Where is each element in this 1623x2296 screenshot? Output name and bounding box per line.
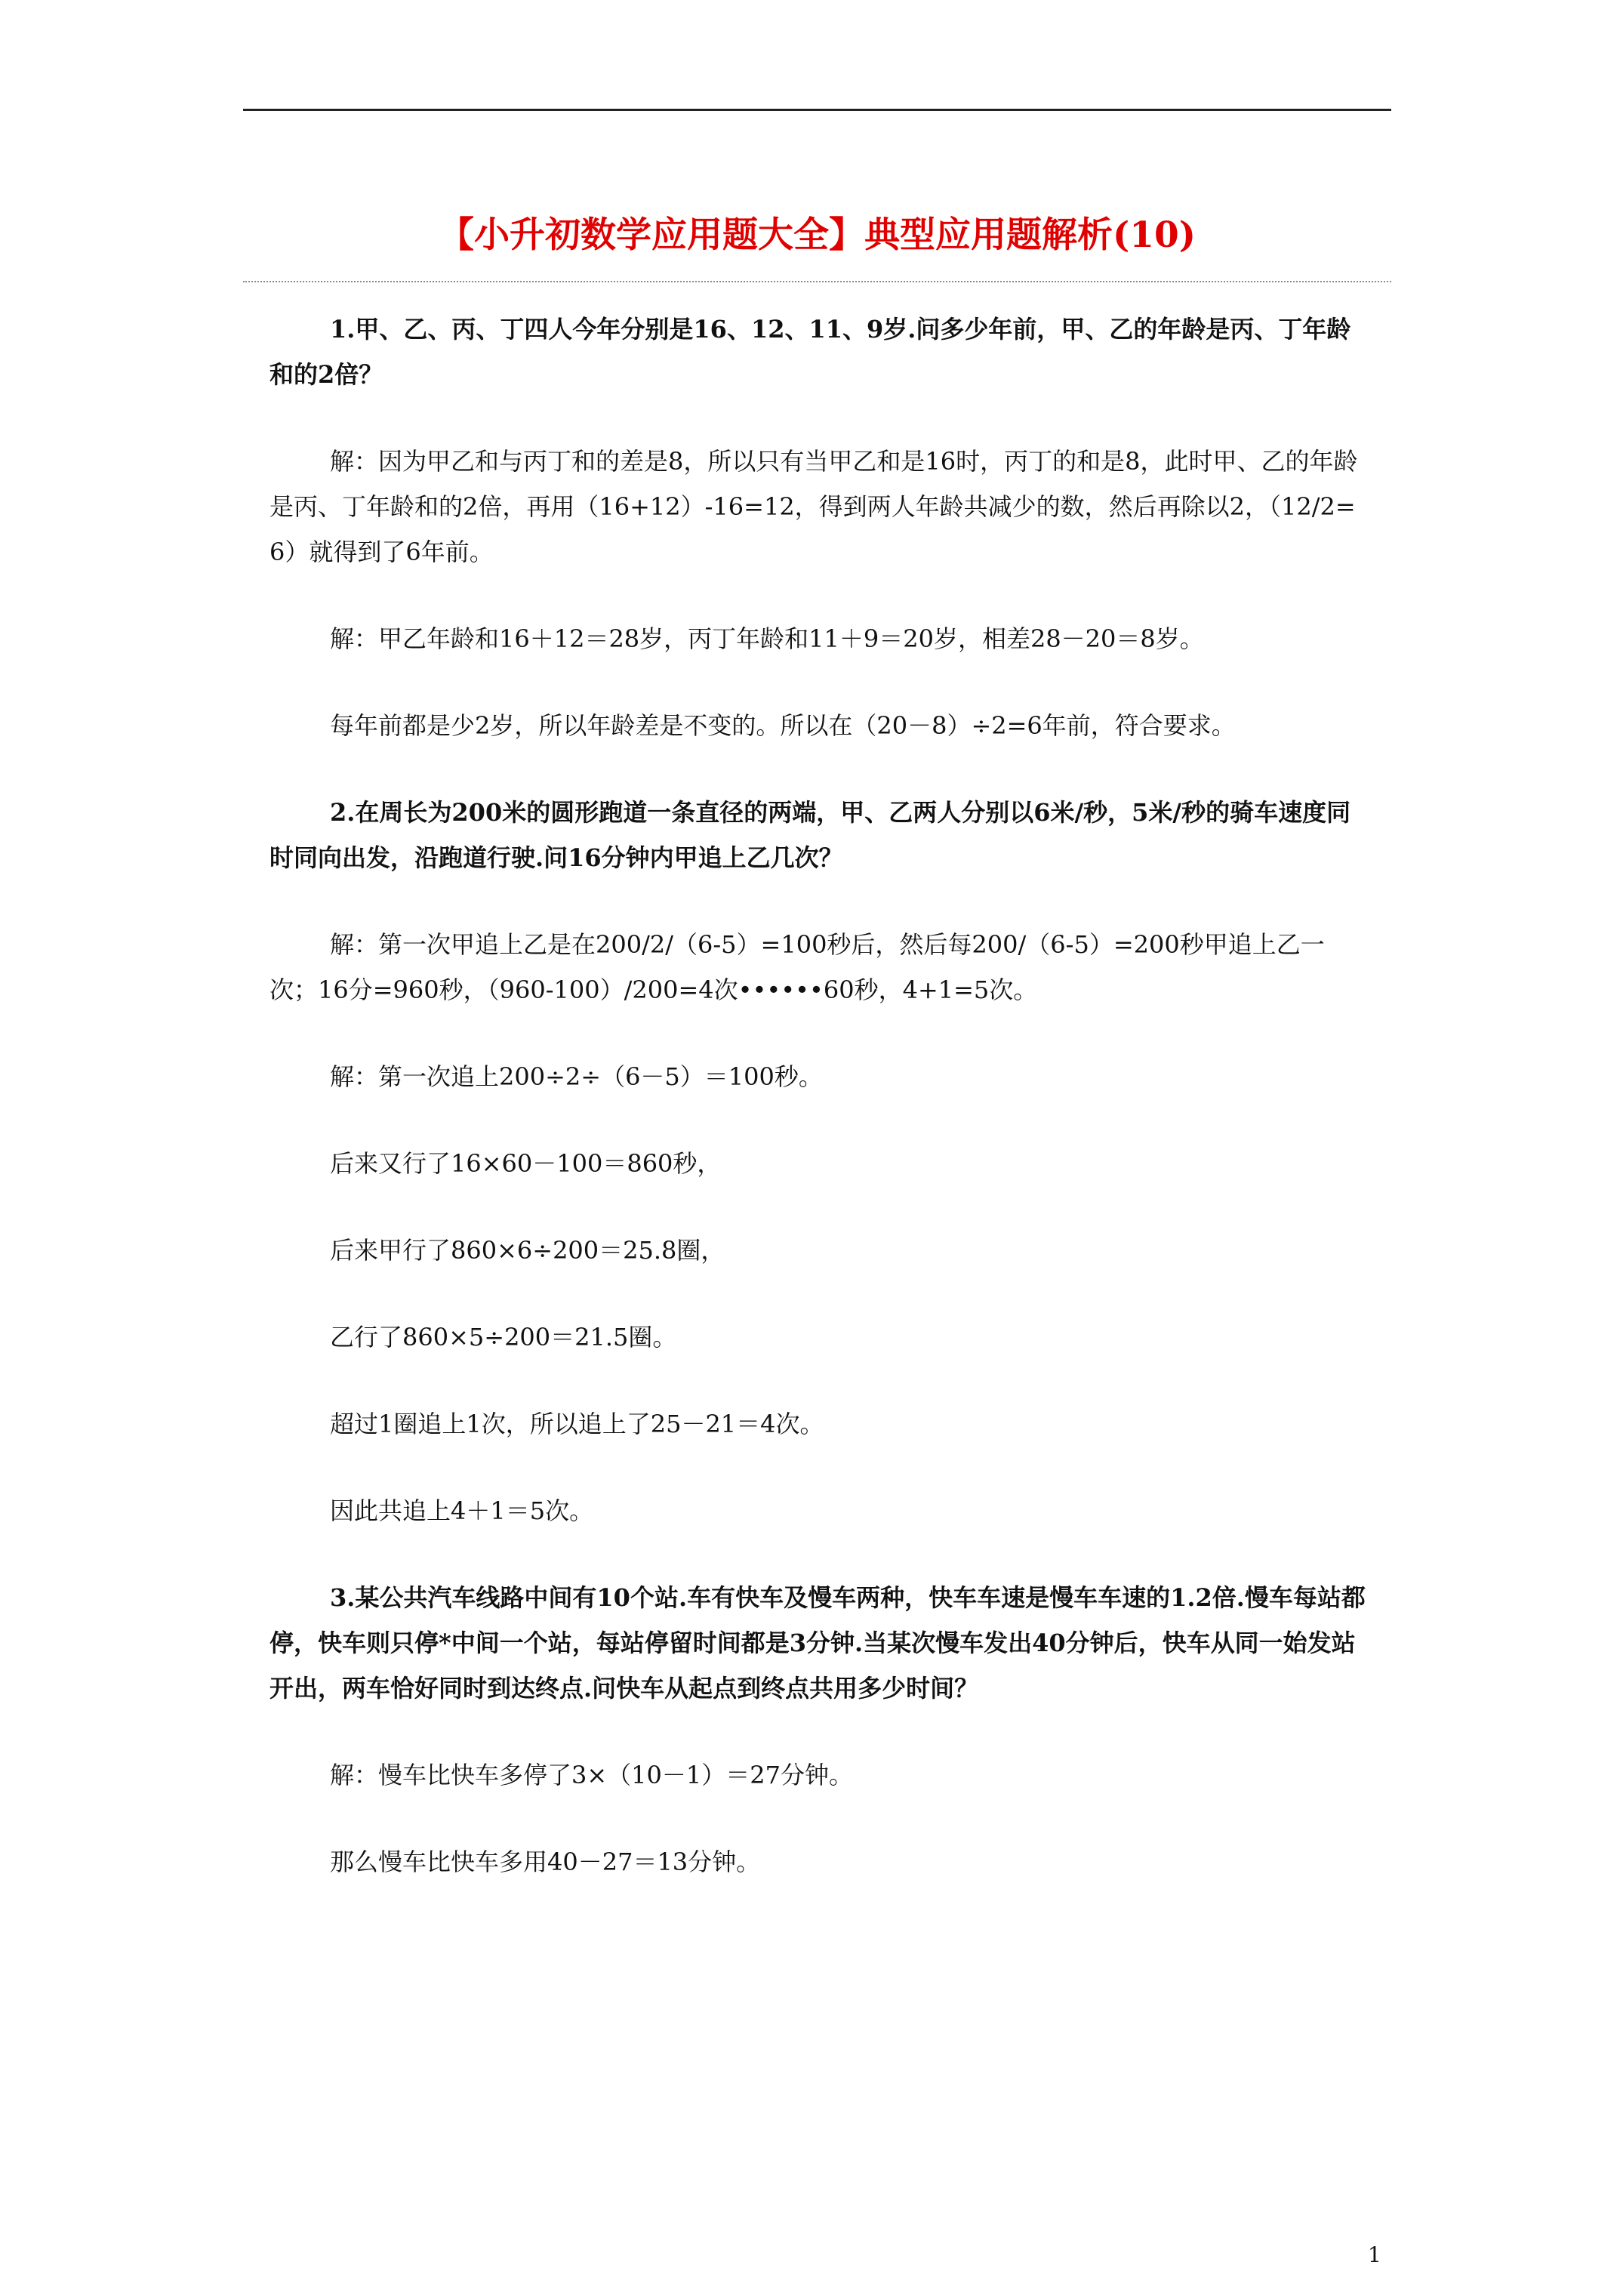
question-2: 2.在周长为200米的圆形跑道一条直径的两端，甲、乙两人分别以6米/秒，5米/秒的骑车速度同时同向出发，沿跑道行驶.问16分钟内甲追上乙几次？ [269, 798, 1351, 872]
answer-paragraph: 解：第一次甲追上乙是在200/2/（6-5）=100秒后，然后每200/（6-5）=200秒甲追上乙一次；16分=960秒，（960-100）/200=4次••••••60秒，4+1=5次。 [269, 930, 1325, 1004]
answer-paragraph: 解：因为甲乙和与丙丁和的差是8，所以只有当甲乙和是16时，丙丁的和是8，此时甲、乙的年龄是丙、丁年龄和的2倍，再用（16+12）-16=12，得到两人年龄共减少的数，然后再除以2，（12/2=6）就得到了6年前。 [269, 447, 1358, 566]
document-body [269, 307, 1372, 1926]
question-3: 3.某公共汽车线路中间有10个站.车有快车及慢车两种，快车车速是慢车车速的1.2倍.慢车每站都停，快车则只停*中间一个站，每站停留时间都是3分钟.当某次慢车发出40分钟后，快车从同一始发站开出，两车恰好同时到达终点.问快车从起点到终点共用多少时间？ [269, 1583, 1366, 1703]
answer-paragraph: 超过1圈追上1次，所以追上了25－21＝4次。 [330, 1410, 824, 1438]
page-number: 1 [1368, 2242, 1381, 2267]
title-divider [243, 281, 1391, 282]
answer-paragraph: 解：甲乙年龄和16＋12＝28岁，丙丁年龄和11＋9＝20岁，相差28－20＝8岁。 [330, 624, 1204, 653]
answer-paragraph: 因此共追上4＋1＝5次。 [330, 1496, 594, 1525]
answer-paragraph: 解：慢车比快车多停了3×（10－1）＝27分钟。 [330, 1761, 853, 1789]
answer-paragraph: 每年前都是少2岁，所以年龄差是不变的。所以在（20－8）÷2=6年前，符合要求。 [330, 711, 1236, 740]
answer-paragraph: 乙行了860×5÷200＝21.5圈。 [330, 1323, 677, 1351]
document-title: 【小升初数学应用题大全】典型应用题解析(10) [439, 214, 1196, 256]
question-1: 1.甲、乙、丙、丁四人今年分别是16、12、11、9岁.问多少年前，甲、乙的年龄是丙、丁年龄和的2倍？ [269, 315, 1351, 389]
answer-paragraph: 后来又行了16×60－100＝860秒， [330, 1149, 722, 1178]
answer-paragraph: 解：第一次追上200÷2÷（6－5）＝100秒。 [330, 1062, 823, 1091]
header-rule [243, 109, 1391, 111]
answer-paragraph: 后来甲行了860×6÷200＝25.8圈， [330, 1236, 725, 1265]
answer-paragraph: 那么慢车比快车多用40－27＝13分钟。 [330, 1848, 761, 1876]
